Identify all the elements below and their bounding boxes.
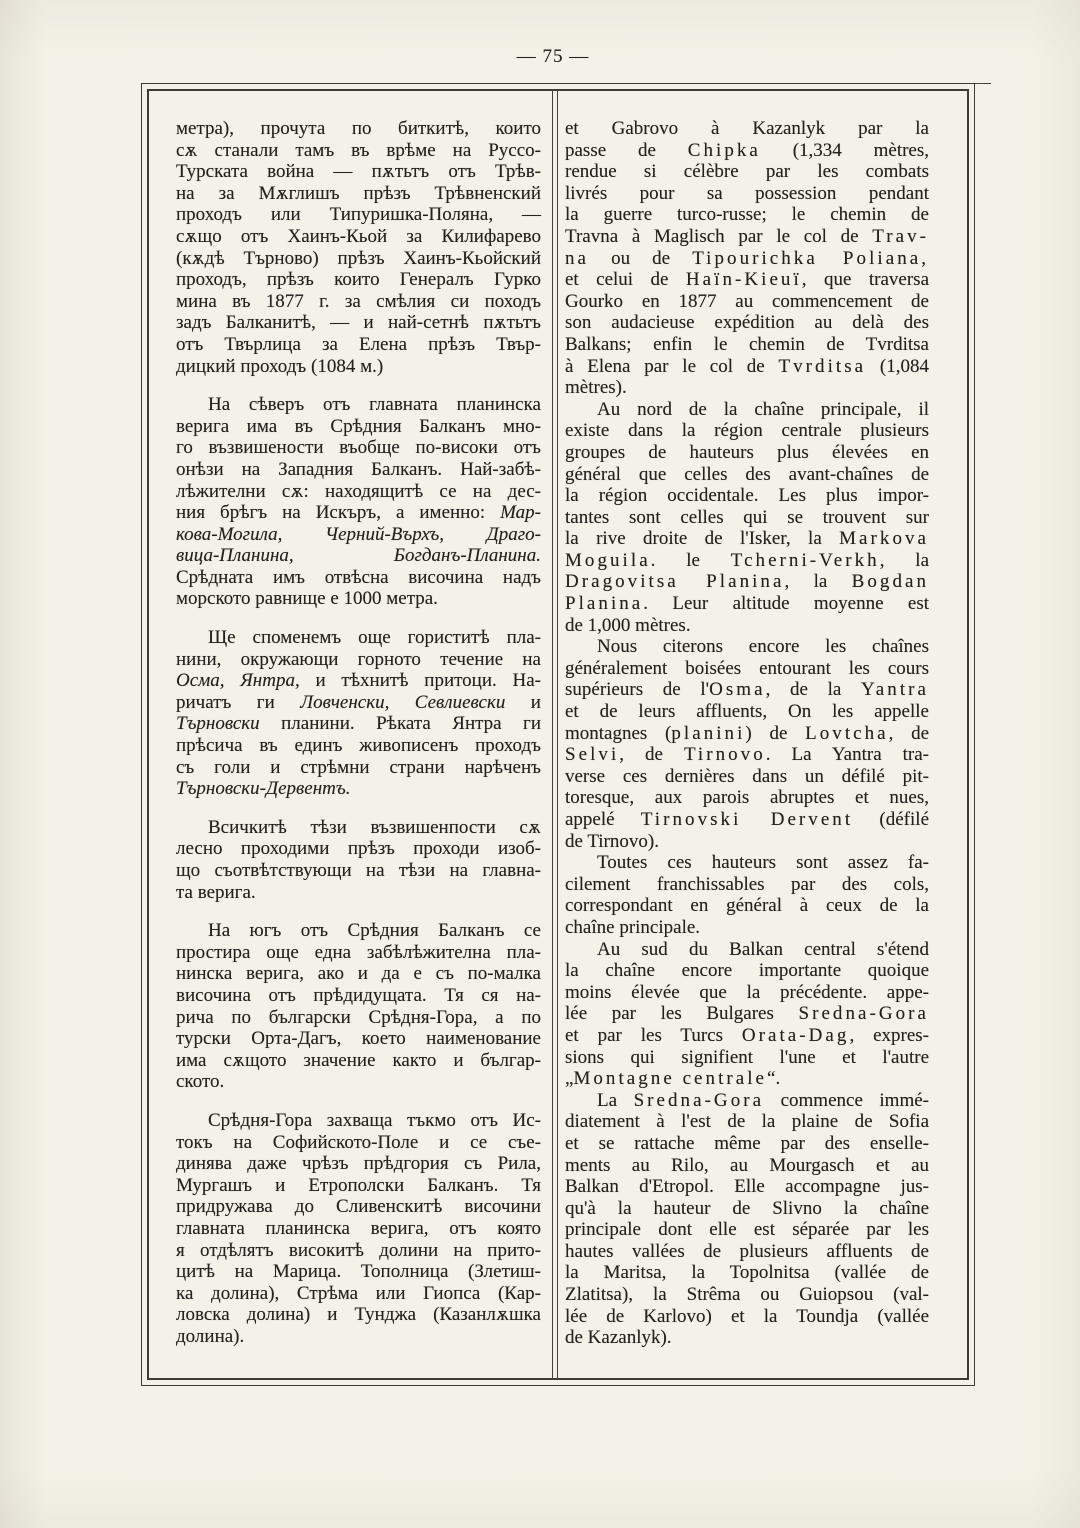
text-line xyxy=(565,1003,929,1025)
spaced-text: planini xyxy=(671,722,746,744)
text-line xyxy=(176,524,541,546)
text-line xyxy=(176,183,541,205)
paragraph xyxy=(565,399,929,637)
text-segment: rendue si célèbre par les combats xyxy=(565,161,929,183)
text-line xyxy=(176,545,541,567)
text-segment: нини, окружающи горното течение на xyxy=(176,648,541,670)
spaced-text: Tirnovski Dervent xyxy=(640,809,854,830)
text-line xyxy=(176,1153,541,1175)
spaced-text: Tvrditsa xyxy=(778,355,867,377)
paragraph xyxy=(565,118,929,399)
french-column xyxy=(565,118,929,1349)
text-line xyxy=(565,939,929,961)
text-line xyxy=(176,416,541,438)
text-segment: височина отъ прѣдидущата. Тя ся на- xyxy=(176,984,541,1006)
text-segment: la Maritsa, la Topolnitsa (vallée de xyxy=(565,1262,929,1284)
text-segment: що съотвѣтствующи на тѣзи на главна- xyxy=(176,860,541,881)
text-line xyxy=(565,399,929,421)
text-line xyxy=(565,550,929,572)
text-line xyxy=(176,1240,541,1262)
text-segment: verse ces dernières dans un défilé pit- xyxy=(565,765,929,787)
text-segment: простира още една забѣлѣжителна пла- xyxy=(176,941,541,963)
text-line xyxy=(565,1111,929,1133)
text-line xyxy=(176,838,541,860)
text-segment: метра), прочута по биткитѣ, които xyxy=(176,118,541,139)
text-line xyxy=(176,1261,541,1283)
text-segment: tantes sont celles qui se trouvent sur xyxy=(565,506,929,528)
spaced-text: Lovtcha xyxy=(805,722,889,744)
text-segment: lée de Karlovo) et la Toundja (vallée xyxy=(565,1305,929,1327)
text-line xyxy=(565,1219,929,1241)
text-line xyxy=(176,140,541,162)
text-line xyxy=(176,1304,541,1326)
text-segment: ка долина), Стрѣма или Гиопса (Кар- xyxy=(176,1282,541,1304)
text-segment: има сѫщото значение както и българ- xyxy=(176,1049,541,1071)
text-line xyxy=(565,1241,929,1263)
bulgarian-column xyxy=(176,118,541,1347)
text-line xyxy=(176,502,541,524)
text-segment: Всичкитѣ тѣзи възвишенпости сѫ xyxy=(208,816,541,838)
text-line xyxy=(565,420,929,442)
text-segment: diatement à l'est de la plaine de Sofia xyxy=(565,1111,929,1133)
text-segment: , de la xyxy=(765,679,861,701)
text-segment: , expres- xyxy=(849,1024,929,1046)
text-segment: la rive droite de l'Isker, la xyxy=(565,528,840,550)
text-line xyxy=(565,1176,929,1198)
text-line xyxy=(565,852,929,874)
text-segment: qu'à la hauteur de Slivno la chaîne xyxy=(565,1197,929,1219)
text-segment: На сѣверъ отъ главната планинска xyxy=(208,394,541,416)
text-line xyxy=(176,437,541,459)
text-line xyxy=(176,248,541,270)
text-line xyxy=(176,817,541,839)
text-segment: (défilé xyxy=(853,809,929,830)
text-line xyxy=(565,334,929,356)
text-line xyxy=(565,291,929,313)
text-segment: chaîne principale. xyxy=(565,916,701,938)
text-segment: . Leur altitude moyenne est xyxy=(643,593,929,615)
text-line xyxy=(176,588,541,610)
text-line xyxy=(176,1007,541,1029)
text-line xyxy=(565,831,929,853)
text-line xyxy=(176,118,541,140)
paragraph xyxy=(176,1110,541,1348)
text-line xyxy=(565,269,929,291)
text-segment: toresque, aux parois abruptes et nues, xyxy=(565,787,929,809)
text-line xyxy=(565,204,929,226)
text-line xyxy=(176,778,541,800)
text-segment: , la xyxy=(784,571,852,593)
italic-text: вица-Планина, Богданъ-Планина. xyxy=(176,545,541,567)
spaced-text: Orata-Dag xyxy=(741,1024,850,1046)
text-segment: , que traversa xyxy=(801,269,930,291)
text-segment: la guerre turco-russe; le chemin de xyxy=(565,204,929,226)
italic-text: кова-Могила, Черний-Върхъ, Драго- xyxy=(176,523,541,545)
spaced-text: Trav- xyxy=(872,225,929,247)
text-line xyxy=(176,269,541,291)
spaced-text: Moguila xyxy=(565,549,651,571)
text-segment: ловска долина) и Тунджа (Казанлѫшка xyxy=(176,1304,541,1326)
text-segment: montagnes ( xyxy=(565,722,672,744)
text-segment: я отдѣлятъ високитѣ долини на прито- xyxy=(176,1239,541,1261)
text-segment: проходъ, прѣзъ които Генералъ Гурко xyxy=(176,269,541,291)
text-line xyxy=(176,567,541,589)
text-segment: Au nord de la chaîne principale, il xyxy=(597,398,929,420)
text-line xyxy=(176,334,541,356)
italic-text: Ловченски, Севлиевски xyxy=(300,691,506,713)
text-segment: Турската война — пѫтьтъ отъ Трѣв- xyxy=(176,161,541,183)
text-segment: Ще споменемъ още гориститѣ пла- xyxy=(208,627,541,649)
text-line xyxy=(565,636,929,658)
text-line xyxy=(176,713,541,735)
text-line xyxy=(176,670,541,692)
text-segment: de Kazanlyk). xyxy=(565,1327,672,1349)
text-segment: appelé xyxy=(565,809,641,830)
text-segment: son audacieuse expédition au delà des xyxy=(565,312,929,334)
text-line xyxy=(565,766,929,788)
spaced-text: Tirnovo xyxy=(683,744,766,766)
text-segment: Travna à Maglisch par le col de xyxy=(565,225,873,247)
text-segment: sions qui signifient l'une et l'autre xyxy=(565,1046,929,1068)
spaced-text: Montagne centrale xyxy=(573,1068,768,1090)
text-segment: ния брѣгъ на Искъръ, а именно: xyxy=(176,502,501,524)
text-line xyxy=(565,982,929,1004)
text-segment: На югъ отъ Срѣдния Балканъ се xyxy=(208,920,541,942)
text-segment: динява даже чрѣзъ прѣдгория съ Рила, xyxy=(176,1153,541,1175)
text-line xyxy=(565,1306,929,1328)
text-line xyxy=(176,459,541,481)
text-line xyxy=(565,895,929,917)
text-line xyxy=(565,1284,929,1306)
text-line xyxy=(565,1327,929,1349)
paragraph xyxy=(565,1090,929,1349)
text-segment: онѣзи на Западния Балканъ. Най-забѣ- xyxy=(176,458,541,480)
text-line xyxy=(565,593,929,615)
text-line xyxy=(176,1110,541,1132)
text-line xyxy=(176,882,541,904)
text-segment: морското равнище е 1000 метра. xyxy=(176,588,438,610)
spaced-text: Sredna-Gora xyxy=(633,1089,765,1111)
text-segment: проходъ или Типуришка-Поляна, — xyxy=(176,204,541,226)
spaced-text: Markova xyxy=(839,528,929,550)
text-segment: Nous citerons encore les chaînes xyxy=(597,636,929,658)
text-segment: мина въ 1877 г. за смѣлия си походъ xyxy=(176,290,541,312)
text-segment: ) de xyxy=(745,722,806,744)
text-segment: нинска верига, ако и да е съ по-малка xyxy=(176,963,541,985)
text-line xyxy=(176,1196,541,1218)
text-line xyxy=(565,248,929,270)
text-segment: (1,334 mètres, xyxy=(760,139,929,161)
text-segment: турски Орта-Дагъ, което наименование xyxy=(176,1028,541,1050)
text-segment: долина). xyxy=(176,1325,245,1347)
text-line xyxy=(176,649,541,671)
text-line xyxy=(565,1025,929,1047)
paragraph xyxy=(176,394,541,610)
text-segment: correspondant en général à ceux de la xyxy=(565,895,929,917)
text-line xyxy=(176,312,541,334)
text-segment: et Gabrovo à Kazanlyk par la xyxy=(565,118,929,139)
text-segment: ou de xyxy=(589,247,693,269)
text-segment: съ голи и стрѣмни страни нарѣченъ xyxy=(176,756,541,778)
text-line xyxy=(176,942,541,964)
text-segment: Au sud du Balkan central s'étend xyxy=(597,938,929,960)
text-line xyxy=(176,1132,541,1154)
spaced-text: Haïn-Kieuï xyxy=(685,269,802,291)
text-line xyxy=(565,874,929,896)
text-segment: сѫ станали тамъ въ врѣме на Руссо- xyxy=(176,139,541,161)
text-segment: го възвишености въобще по-високи отъ xyxy=(176,437,541,459)
text-segment: , de xyxy=(888,722,930,744)
text-segment: et se rattache même par des enselle- xyxy=(565,1132,929,1154)
spaced-text: Selvi xyxy=(565,744,620,766)
text-segment: livrés pour sa possession pendant xyxy=(565,182,929,204)
text-line xyxy=(565,118,929,140)
text-segment: existe dans la région centrale plusieurs xyxy=(565,420,929,442)
paragraph xyxy=(176,817,541,903)
text-line xyxy=(565,701,929,723)
text-line xyxy=(565,809,929,831)
paragraph xyxy=(176,627,541,800)
spaced-text: na xyxy=(565,247,590,269)
text-segment: дицкий проходъ (1084 м.) xyxy=(176,355,384,377)
text-segment: La xyxy=(597,1089,634,1111)
text-line xyxy=(565,1155,929,1177)
text-segment: , de xyxy=(619,744,684,766)
text-segment: задъ Балканитѣ, — и най-сетнѣ пѫтьтъ xyxy=(176,312,541,334)
text-segment: commence immé- xyxy=(764,1089,929,1111)
text-line xyxy=(176,161,541,183)
text-line xyxy=(176,757,541,779)
text-line xyxy=(176,1028,541,1050)
text-segment: сѫщо отъ Хаинъ-Кьой за Килифарево xyxy=(176,225,541,247)
text-line xyxy=(176,920,541,942)
text-line xyxy=(565,787,929,809)
text-segment: hautes vallées de plusieurs affluents de xyxy=(565,1240,929,1262)
text-line xyxy=(176,1050,541,1072)
text-line xyxy=(565,183,929,205)
text-segment: passe de xyxy=(565,139,688,161)
text-segment: отъ Твърлица за Елена прѣзъ Твър- xyxy=(176,333,541,355)
text-segment: supérieurs de l' xyxy=(565,679,710,701)
text-segment: главната планинска верига, отъ която xyxy=(176,1217,541,1239)
text-segment: . La Yantra tra- xyxy=(765,744,929,766)
spaced-text: Osma xyxy=(709,679,766,701)
text-line xyxy=(176,356,541,378)
text-line xyxy=(176,291,541,313)
text-segment: цитѣ на Марица. Тополница (Злетиш- xyxy=(176,1261,541,1283)
text-line xyxy=(565,356,929,378)
text-line xyxy=(565,744,929,766)
text-segment: “. xyxy=(767,1068,781,1090)
text-line xyxy=(565,528,929,550)
italic-text: Търновски xyxy=(176,713,260,735)
text-segment: lée par les Bulgares xyxy=(565,1003,799,1025)
text-segment: Gourko en 1877 au commencement de xyxy=(565,290,929,312)
text-line xyxy=(565,960,929,982)
text-line xyxy=(565,226,929,248)
text-line xyxy=(176,226,541,248)
spaced-text: Dragovitsa Planina xyxy=(565,571,785,593)
text-segment: ments au Rilo, au Mourgasch et au xyxy=(565,1154,929,1176)
text-segment: principale dont elle est séparée par les xyxy=(565,1219,929,1241)
text-segment: та верига. xyxy=(176,881,256,903)
text-line xyxy=(176,735,541,757)
spaced-text: Chipka xyxy=(687,139,761,161)
text-line xyxy=(565,140,929,162)
text-line xyxy=(176,204,541,226)
spaced-text: Yantra xyxy=(860,679,929,701)
text-segment: лѣжителни сѫ: находящитѣ се на дес- xyxy=(176,480,541,502)
text-segment: ричатъ ги xyxy=(176,691,301,713)
text-line xyxy=(565,615,929,637)
text-segment: (кѫдѣ Търново) прѣзъ Хаинъ-Кьойский xyxy=(176,247,541,269)
text-segment: et par les Turcs xyxy=(565,1024,742,1046)
text-segment: прѣсича въ единъ живописенъ проходъ xyxy=(176,735,541,757)
text-segment: Срѣдня-Гора захваща тъкмо отъ Ис- xyxy=(208,1109,541,1131)
text-line xyxy=(565,464,929,486)
text-segment: et de leurs affluents, On les appelle xyxy=(565,701,929,723)
text-line xyxy=(176,963,541,985)
text-segment: Мургашъ и Етрополски Балканъ. Тя xyxy=(176,1174,541,1196)
text-segment: и xyxy=(505,691,541,713)
text-segment: mètres). xyxy=(565,377,627,399)
text-segment: на за Мѫглишъ прѣзъ Трѣвненский xyxy=(176,182,541,204)
text-line xyxy=(176,394,541,416)
text-segment: généralement boisées entourant les cours xyxy=(565,657,929,679)
text-line xyxy=(565,1198,929,1220)
text-segment: придружава до Сливенскитѣ височини xyxy=(176,1196,541,1218)
text-line xyxy=(565,507,929,529)
text-line xyxy=(565,1068,929,1090)
text-segment: Balkans; enfin le chemin de Tvrditsa xyxy=(565,333,929,355)
text-line xyxy=(176,1326,541,1348)
text-segment: верига има въ Срѣдния Балканъ мно- xyxy=(176,415,541,437)
spaced-text: Planina xyxy=(565,593,644,615)
text-segment: général que celles des avant-chaînes de xyxy=(565,463,929,485)
text-line xyxy=(176,860,541,882)
text-line xyxy=(176,985,541,1007)
text-line xyxy=(565,658,929,680)
text-line xyxy=(176,627,541,649)
text-segment: лесно проходими прѣзъ проходи изоб- xyxy=(176,838,541,860)
text-line xyxy=(565,442,929,464)
text-segment: la chaîne encore importante quoique xyxy=(565,960,929,982)
text-segment: la région occidentale. Les plus impor- xyxy=(565,485,929,507)
page-number: — 75 — xyxy=(516,46,590,67)
text-line xyxy=(565,485,929,507)
paragraph xyxy=(565,852,929,938)
text-line xyxy=(565,161,929,183)
text-line xyxy=(565,679,929,701)
text-segment: „ xyxy=(565,1068,574,1090)
text-segment: et celui de xyxy=(565,269,686,291)
text-line xyxy=(176,481,541,503)
text-segment: Balkan d'Etropol. Elle accompagne jus- xyxy=(565,1176,929,1198)
column-divider xyxy=(552,89,558,1380)
text-segment: de Tirnovo). xyxy=(565,830,659,852)
paragraph xyxy=(565,939,929,1090)
text-segment: токъ на Софийското-Поле и се съе- xyxy=(176,1131,541,1153)
paragraph xyxy=(176,118,541,377)
text-line xyxy=(565,1262,929,1284)
text-segment: и тѣхнитѣ притоци. На- xyxy=(299,670,542,692)
text-segment: à Elena par le col de xyxy=(565,355,779,377)
text-segment: Toutes ces hauteurs sont assez fa- xyxy=(597,852,929,874)
italic-text: Търновски-Дервентъ. xyxy=(176,778,351,800)
text-line xyxy=(176,1071,541,1093)
spaced-text: Bogdan xyxy=(851,571,930,593)
spaced-text: Sredna-Gora xyxy=(798,1003,929,1025)
italic-text: Мар- xyxy=(500,502,541,524)
text-line xyxy=(565,571,929,593)
text-line xyxy=(176,1283,541,1305)
text-line xyxy=(565,377,929,399)
text-segment: , la xyxy=(879,549,929,571)
text-line xyxy=(565,723,929,745)
text-line xyxy=(565,312,929,334)
text-segment: планини. Рѣката Янтра ги xyxy=(259,713,541,735)
text-segment: Zlatitsa), la Strêma ou Guiopsou (val- xyxy=(565,1284,929,1306)
text-segment: de 1,000 mètres. xyxy=(565,614,691,636)
text-line xyxy=(176,1218,541,1240)
text-line xyxy=(176,692,541,714)
text-line xyxy=(565,917,929,939)
text-segment: Срѣдната имъ отвѣсна височина надъ xyxy=(176,566,541,588)
spaced-text: Tipourichka Poliana, xyxy=(692,247,929,269)
spaced-text: Tcherni-Verkh xyxy=(730,549,880,571)
text-segment: (1,084 xyxy=(866,355,929,377)
paragraph xyxy=(176,920,541,1093)
text-line xyxy=(565,1133,929,1155)
italic-text: Осма, Янтра, xyxy=(176,670,300,692)
text-line xyxy=(565,1090,929,1112)
text-segment: groupes de hauteurs plus élevées en xyxy=(565,441,929,463)
text-segment: ското. xyxy=(176,1071,225,1093)
text-segment: moins élevée que la précédente. appe- xyxy=(565,981,929,1003)
text-line xyxy=(176,1175,541,1197)
text-segment: cilement franchissables par des cols, xyxy=(565,873,929,895)
paragraph xyxy=(565,636,929,852)
text-segment: . le xyxy=(650,549,731,571)
text-line xyxy=(565,1047,929,1069)
text-segment: рича по български Срѣдня-Гора, а по xyxy=(176,1006,541,1028)
